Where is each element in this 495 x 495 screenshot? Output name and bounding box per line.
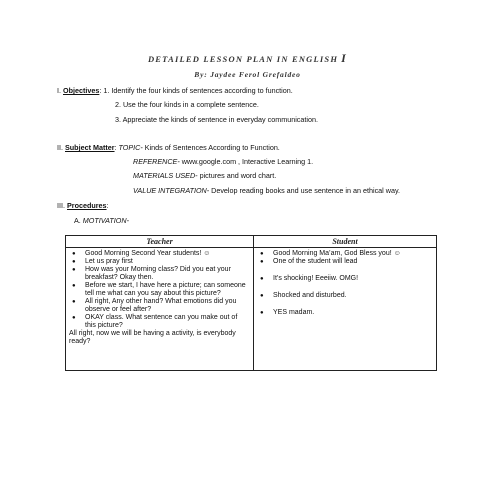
- document-title-text: DETAILED LESSON PLAN IN ENGLISH: [147, 54, 339, 64]
- reference-value: www.google.com , Interactive Learning 1.: [179, 157, 314, 166]
- bullet-icon: ●: [260, 259, 264, 265]
- objectives-heading: Objectives: [63, 86, 100, 95]
- list-item: [257, 258, 433, 266]
- document-title: [0, 51, 495, 66]
- spacer: [257, 266, 433, 275]
- subject-matter-heading: Subject Matter: [65, 143, 115, 152]
- objective-item: 1. Identify the four kinds of sentences according to function.: [103, 86, 293, 95]
- spacer: [257, 300, 433, 309]
- list-item: [69, 250, 250, 258]
- list-item: [69, 282, 250, 298]
- values-line: [133, 186, 400, 195]
- teacher-line: Let us pray first: [85, 258, 133, 265]
- materials-line: [133, 171, 276, 180]
- author-byline: By: Jaydee Ferol Grefaldeo: [194, 70, 301, 79]
- bullet-icon: ●: [260, 293, 264, 299]
- student-list: [257, 250, 433, 317]
- teacher-closing-line: All right, now we will be having a activity, is everybody ready?: [69, 330, 236, 345]
- motivation-table: [65, 235, 437, 371]
- student-line: One of the student will lead: [273, 258, 358, 265]
- list-item: [257, 292, 433, 300]
- list-item: [69, 298, 250, 314]
- student-column-header: Student: [254, 236, 437, 248]
- subject-matter-number: II.: [57, 143, 65, 152]
- teacher-column-header: Teacher: [66, 236, 254, 248]
- student-line: Good Morning Ma’am, God Bless you! ☺: [273, 250, 401, 257]
- teacher-line: OKAY class. What sentence can you make out of this picture?: [85, 314, 238, 329]
- teacher-list: [69, 250, 250, 330]
- objectives-line-1: [57, 86, 293, 95]
- teacher-line: All right, Any other hand? What emotions did you observe or feel after?: [85, 298, 237, 313]
- bullet-icon: ●: [72, 251, 76, 257]
- teacher-line: Before we start, I have here a picture; can someone tell me what can you say about this picture?: [85, 282, 246, 297]
- subject-matter-colon: :: [114, 143, 119, 152]
- table-row: [66, 248, 437, 371]
- student-cell: [254, 248, 437, 371]
- subject-matter-topic-line: [57, 143, 280, 152]
- topic-value: Kinds of Sentences According to Function.: [142, 143, 280, 152]
- motivation-line: [74, 216, 129, 225]
- procedures-line: [57, 201, 109, 210]
- procedures-number: III.: [57, 201, 67, 210]
- bullet-icon: ●: [260, 310, 264, 316]
- list-item: [69, 258, 250, 266]
- objectives-colon: :: [99, 86, 104, 95]
- teacher-line: How was your Morning class? Did you eat your breakfast? Okay then.: [85, 266, 231, 281]
- teacher-line: Good Morning Second Year students! ☺: [85, 250, 211, 257]
- objectives-number: I.: [57, 86, 63, 95]
- motivation-number: A.: [74, 216, 83, 225]
- reference-label: REFERENCE-: [133, 157, 180, 166]
- table-header-row: [66, 236, 437, 248]
- motivation-heading: MOTIVATION-: [82, 216, 129, 225]
- bullet-icon: ●: [72, 267, 76, 273]
- student-line: It’s shocking! Eeeiiw. OMG!: [273, 275, 359, 282]
- list-item: [257, 275, 433, 283]
- document-title-number: I: [341, 51, 348, 65]
- list-item: [257, 250, 433, 258]
- bullet-icon: ●: [72, 259, 76, 265]
- objective-item: 3. Appreciate the kinds of sentence in everyday communication.: [115, 115, 318, 124]
- bullet-icon: ●: [72, 299, 76, 305]
- list-item: [69, 314, 250, 330]
- materials-label: MATERIALS USED-: [133, 171, 198, 180]
- bullet-icon: ●: [72, 283, 76, 289]
- objective-item: 2. Use the four kinds in a complete sentence.: [115, 100, 259, 109]
- procedures-colon: :: [106, 201, 109, 210]
- reference-line: [133, 157, 313, 166]
- values-label: VALUE INTEGRATION-: [133, 186, 210, 195]
- bullet-icon: ●: [260, 251, 264, 257]
- teacher-cell: [66, 248, 254, 371]
- list-item: [69, 266, 250, 282]
- list-item: [257, 309, 433, 317]
- procedures-heading: Procedures: [67, 201, 107, 210]
- materials-value: pictures and word chart.: [197, 171, 277, 180]
- bullet-icon: ●: [260, 276, 264, 282]
- topic-label: TOPIC-: [118, 143, 143, 152]
- bullet-icon: ●: [72, 315, 76, 321]
- values-value: Develop reading books and use sentence in an ethical way.: [209, 186, 401, 195]
- student-line: YES madam.: [273, 309, 315, 316]
- spacer: [257, 283, 433, 292]
- student-line: Shocked and disturbed.: [273, 292, 347, 299]
